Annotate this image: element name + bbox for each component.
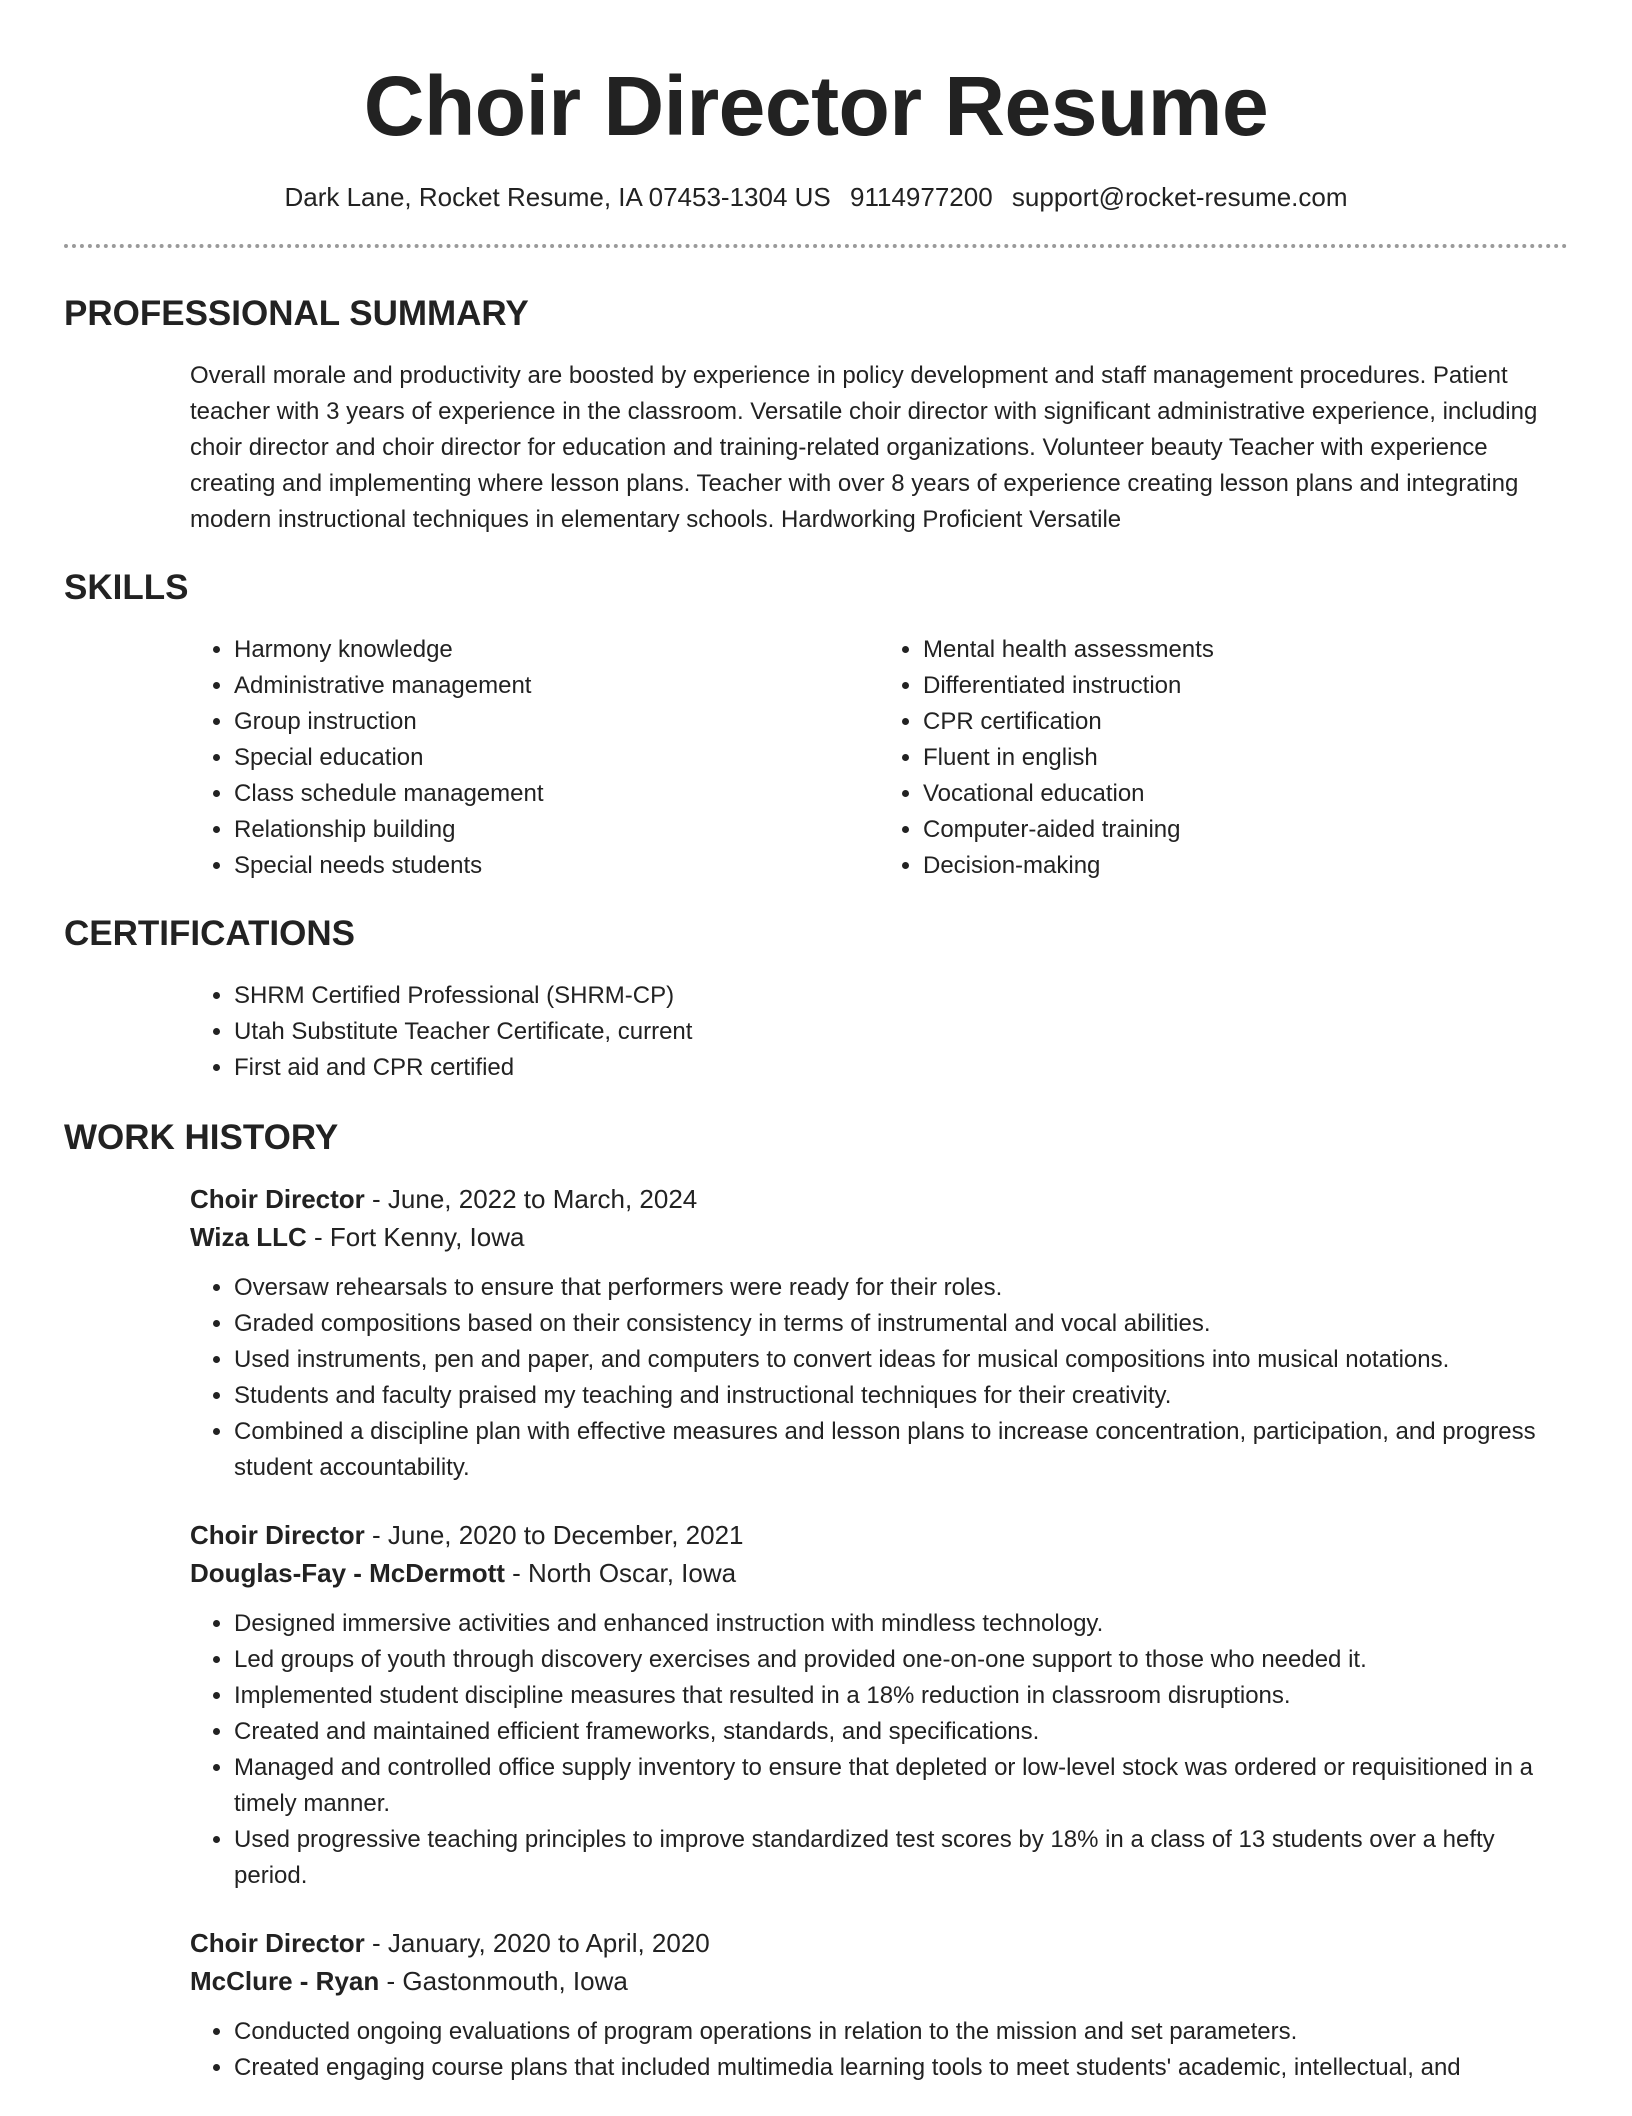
skill-item: • Decision-making [923,848,1568,884]
job-bullets [190,1270,1568,1486]
certification-item: • First aid and CPR certified [234,1050,1568,1086]
job-bullet: • Managed and controlled office supply inventory to ensure that depleted or low-level stock was ordered or requisitioned in a timely manner. [234,1750,1568,1822]
job-location: - Fort Kenny, Iowa [306,1222,525,1252]
summary-section [64,292,1568,538]
resume-title: Choir Director Resume [363,59,1269,153]
certifications-section [64,912,1568,1086]
job-company: Wiza LLC [190,1222,307,1252]
job-location: - Gastonmouth, Iowa [379,1966,628,1996]
job-bullet: • Conducted ongoing evaluations of program operations in relation to the mission and set parameters. [234,2014,1568,2050]
job-bullets [190,1606,1568,1894]
header-divider [64,244,1568,248]
certification-item: • Utah Substitute Teacher Certificate, current [234,1014,1568,1050]
job-bullet: • Led groups of youth through discovery exercises and provided one-on-one support to those who needed it. [234,1642,1568,1678]
skills-grid [190,632,1568,884]
contact-line [64,180,1568,214]
work-history-body [190,1180,1568,2086]
job-title-line [190,1924,1568,1962]
skill-item: • Special needs students [234,848,879,884]
job-bullet: • Oversaw rehearsals to ensure that performers were ready for their roles. [234,1270,1568,1306]
job-bullet: • Graded compositions based on their consistency in terms of instrumental and vocal abilities. [234,1306,1568,1342]
skill-item: • Class schedule management [234,776,879,812]
contact-address: Dark Lane, Rocket Resume, IA 07453-1304 US [284,182,831,212]
skill-item: • Differentiated instruction [923,668,1568,704]
summary-body [190,358,1568,538]
work-history-section [64,1116,1568,2086]
job-entry [190,1180,1568,1486]
skill-item: • CPR certification [923,704,1568,740]
job-dates: - June, 2022 to March, 2024 [364,1184,698,1214]
skills-list-right [879,632,1568,884]
contact-phone: 9114977200 [850,182,993,212]
skills-section [64,566,1568,884]
job-bullet: • Students and faculty praised my teaching and instructional techniques for their creativity. [234,1378,1568,1414]
job-entry [190,1924,1568,2086]
job-title-line [190,1516,1568,1554]
job-company-line [190,1554,1568,1592]
job-bullet: • Combined a discipline plan with effective measures and lesson plans to increase concentration, participation, and progress student accountability. [234,1414,1568,1486]
job-bullet: • Used instruments, pen and paper, and computers to convert ideas for musical compositions into musical notations. [234,1342,1568,1378]
job-title: Choir Director [190,1520,365,1550]
skill-item: • Computer-aided training [923,812,1568,848]
job-location: - North Oscar, Iowa [504,1558,737,1588]
job-bullets [190,2014,1568,2086]
skill-item: • Harmony knowledge [234,632,879,668]
contact-email: support@rocket-resume.com [1011,182,1348,212]
job-title: Choir Director [190,1184,365,1214]
job-bullet: • Created and maintained efficient frameworks, standards, and specifications. [234,1714,1568,1750]
job-bullet: • Used progressive teaching principles to improve standardized test scores by 18% in a class of 13 students over a hefty period. [234,1822,1568,1894]
summary-text: Overall morale and productivity are boosted by experience in policy development and staff management procedures. Patient teacher with 3 years of experience in the classroom. Versatile choir director with significant administrative experience, including choir director and choir director for education and training-related organizations. Volunteer beauty Teacher with experience creating and implementing where lesson plans. Teacher with over 8 years of experience creating lesson plans and integrating modern instructional techniques in elementary schools. Hardworking Proficient Versatile [190,362,1538,533]
skill-item: • Administrative management [234,668,879,704]
job-dates: - January, 2020 to April, 2020 [364,1928,710,1958]
job-title: Choir Director [190,1928,365,1958]
job-company-line [190,1962,1568,2000]
job-entry [190,1516,1568,1894]
certifications-list [190,978,1568,1086]
job-company-line [190,1218,1568,1256]
skill-item: • Special education [234,740,879,776]
certification-item: • SHRM Certified Professional (SHRM-CP) [234,978,1568,1014]
skill-item: • Group instruction [234,704,879,740]
skill-item: • Mental health assessments [923,632,1568,668]
job-title-line [190,1180,1568,1218]
job-company: Douglas-Fay - McDermott [190,1558,505,1588]
summary-heading: PROFESSIONAL SUMMARY [64,294,529,333]
work-history-heading: WORK HISTORY [64,1118,339,1157]
job-bullet: • Created engaging course plans that included multimedia learning tools to meet students' academic, intellectual, and [234,2050,1568,2086]
job-company: McClure - Ryan [190,1966,380,1996]
skill-item: • Relationship building [234,812,879,848]
certifications-heading: CERTIFICATIONS [64,914,356,953]
skill-item: • Vocational education [923,776,1568,812]
skills-heading: SKILLS [64,568,189,607]
skills-list-left [190,632,879,884]
certifications-body [190,978,1568,1086]
job-dates: - June, 2020 to December, 2021 [364,1520,744,1550]
job-bullet: • Implemented student discipline measures that resulted in a 18% reduction in classroom disruptions. [234,1678,1568,1714]
skill-item: • Fluent in english [923,740,1568,776]
job-bullet: • Designed immersive activities and enhanced instruction with mindless technology. [234,1606,1568,1642]
resume-page [64,0,1568,2116]
